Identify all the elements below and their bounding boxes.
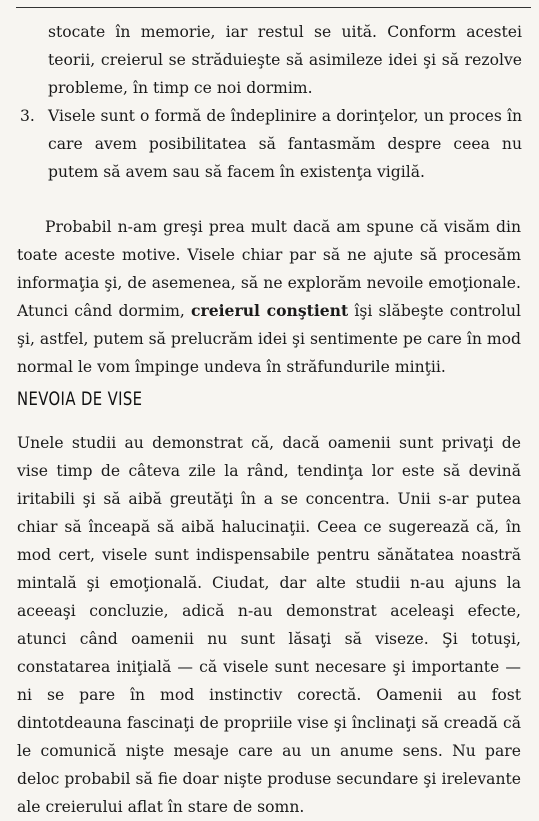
list-item-3 <box>20 102 522 186</box>
numbered-list <box>20 18 522 186</box>
list-item-number: 3. <box>20 107 35 125</box>
paragraph-1-before: Probabil n-am greşi prea mult dacă am spune că visăm din toate aceste motive. Visele chiar par să ne ajute să procesăm informaţia şi, de asemenea, să ne explorăm nevoile emoţionale. Atunci când dormim, <box>17 218 521 320</box>
bold-term: creierul conştient <box>191 301 349 320</box>
list-item-text: Visele sunt o formă de îndeplinire a dorinţelor, un proces în care avem posibilitatea să fantasmăm despre ceea nu putem să avem sau să facem în existenţa vigilă. <box>48 107 522 181</box>
list-item-continuation: stocate în memorie, iar restul se uită. Conform acestei teorii, creierul se străduieşte să asimileze idei şi să rezolve probleme, în timp ce noi dormim. <box>48 23 522 97</box>
paragraph-2-text: Unele studii au demonstrat că, dacă oamenii sunt privaţi de vise timp de câteva zile la rând, tendinţa lor este să devină iritabili şi să aibă greutăţi în a se concentra. Unii s-ar putea chiar să înceapă să aibă halucinaţii. Ceea ce sugerează că, în mod cert, visele sunt indispensabile pentru sănătatea noastră mintală şi emoţională. Ciudat, dar alte studii n-au ajuns la aceeaşi concluzie, adică n-au demonstrat aceleaşi efecte, atunci când oamenii nu sunt lăsaţi să viseze. Şi totuşi, constatarea iniţială — că visele sunt necesare şi importante — ni se pare în mod instinctiv corectă. Oamenii au fost dintotdeauna fascinaţi de propriile vise şi înclinaţi să creadă că le comunică nişte mesaje care au un anume sens. Nu pare deloc probabil să fie doar nişte produse secundare şi irelevante ale creierului aflat în stare de somn. <box>17 434 521 816</box>
paragraph-2 <box>17 429 521 821</box>
section-heading: NEVOIA DE VISE <box>17 388 143 410</box>
paragraph-1-after: îşi slăbeşte controlul şi, astfel, putem să prelucrăm idei şi sentimente pe care în mod normal le vom împinge undeva în străfundurile minţii. <box>17 302 522 376</box>
paragraph-1 <box>17 213 521 381</box>
top-rule <box>16 7 531 8</box>
